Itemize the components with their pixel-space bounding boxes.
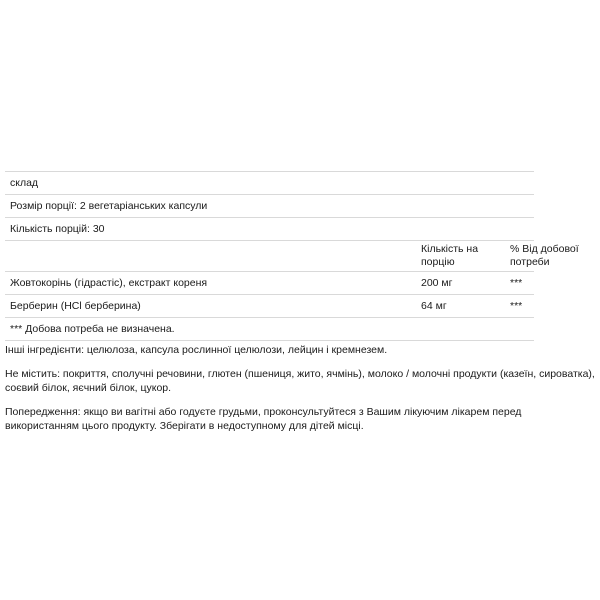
ingredient-daily-value: ***: [510, 300, 523, 312]
amount-column-header: Кількість на порцію: [421, 243, 479, 268]
facts-heading-row: [5, 171, 534, 194]
supplement-facts-table: [5, 171, 579, 341]
ingredient-amount: 200 мг: [421, 277, 453, 289]
warning-note: Попередження: якщо ви вагітні або годуєте грудьми, проконсультуйтеся з Вашим лікуючим лікарем перед використанням цього продукту. Зберігати в недоступному для дітей місці.: [5, 406, 522, 432]
table-row: [5, 294, 534, 317]
table-row: [5, 271, 534, 294]
ingredient-name: Берберин (HCl берберина): [10, 300, 141, 312]
serving-size: Розмір порції: 2 вегетаріанських капсули: [10, 200, 208, 212]
servings-count-row: [5, 217, 534, 240]
daily-value-footnote: *** Добова потреба не визначена.: [10, 323, 175, 335]
does-not-contain-note: Не містить: покриття, сполучні речовини, глютен (пшениця, жито, ячмінь), молоко / молочні продукти (казеїн, сироватка), соєвий білок, яєчний білок, цукор.: [5, 368, 595, 394]
serving-size-row: [5, 194, 534, 217]
table-header-row: [5, 240, 579, 271]
facts-heading: склад: [10, 177, 39, 189]
ingredient-daily-value: ***: [510, 277, 523, 289]
product-notes: [5, 343, 595, 443]
ingredient-name: Жовтокорінь (гідрастіс), екстракт кореня: [10, 277, 208, 289]
footnote-row: [5, 317, 534, 340]
servings-count: Кількість порцій: 30: [10, 223, 105, 235]
ingredient-amount: 64 мг: [421, 300, 447, 312]
other-ingredients-note: Інші інгредієнти: целюлоза, капсула рослинної целюлози, лейцин і кремнезем.: [5, 344, 388, 356]
daily-value-column-header: % Від добової потреби: [510, 243, 579, 268]
